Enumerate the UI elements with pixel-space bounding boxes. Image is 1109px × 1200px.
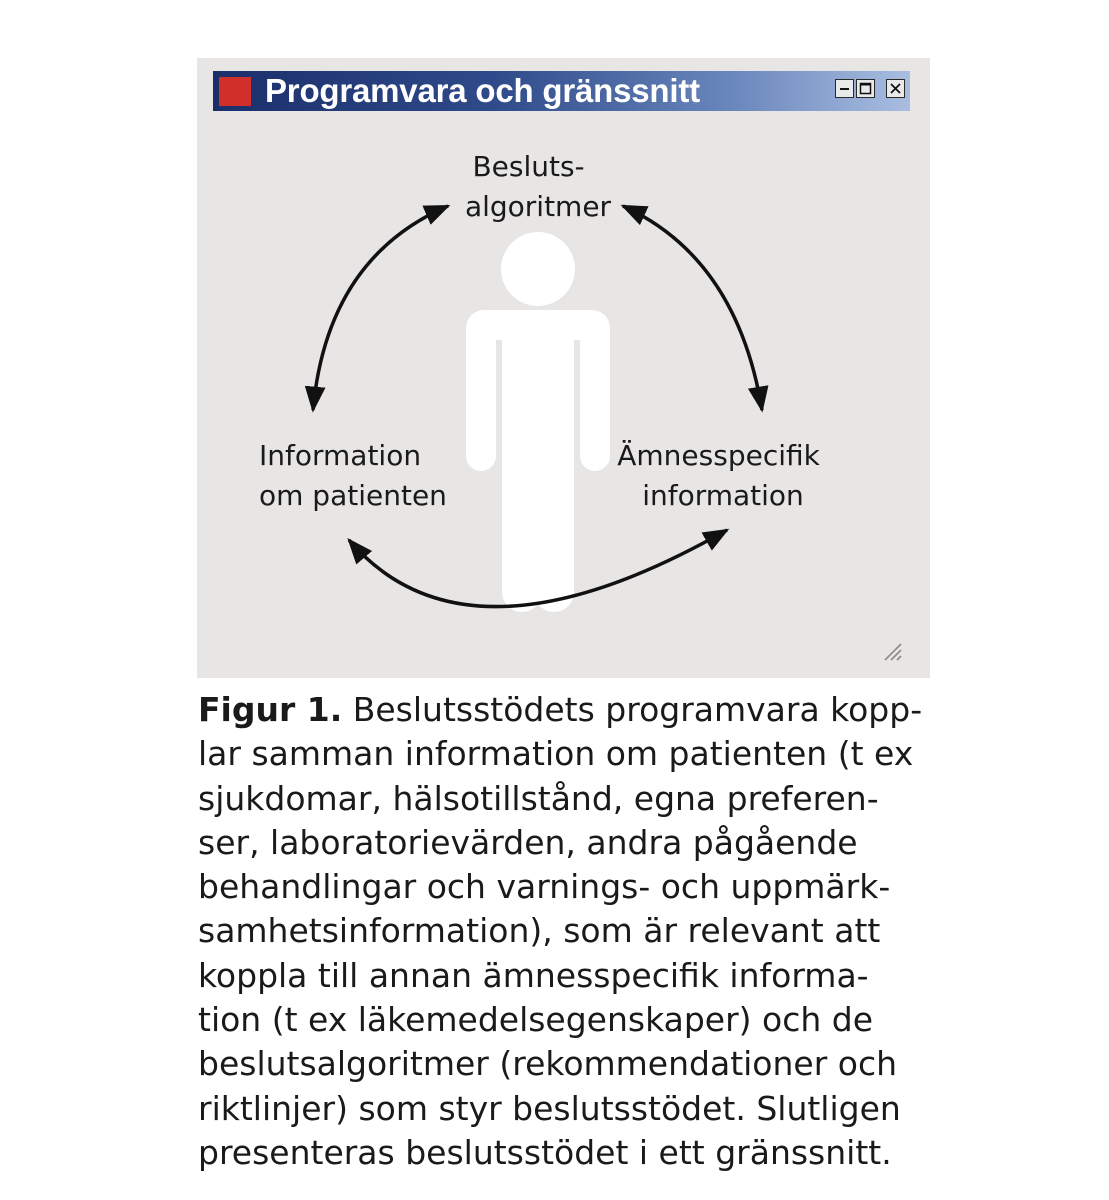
caption-line xyxy=(198,688,938,732)
caption-line: ser, laboratorievärden, andra pågående xyxy=(198,822,858,862)
caption-line: sjukdomar, hälsotillstånd, egna preferen- xyxy=(198,778,879,818)
label-amnesspecifik-information xyxy=(617,439,829,512)
caption-line-text: Beslutsstödets programvara kopp- xyxy=(352,690,923,729)
label-information-om-patienten xyxy=(259,439,447,512)
caption-line: lar samman information om patienten (t ex xyxy=(198,734,914,774)
window-title: Programvara och gränssnitt xyxy=(265,72,700,109)
label-top-line-2: algoritmer xyxy=(464,190,612,223)
label-right-line-2: information xyxy=(642,479,804,512)
label-right-line-1: Ämnesspecifik xyxy=(617,439,820,472)
caption-line: riktlinjer) som styr beslutsstödet. Slutligen xyxy=(198,1088,901,1128)
label-left-line-2: om patienten xyxy=(259,479,447,512)
caption-line: beslutsalgoritmer (rekommendationer och xyxy=(198,1044,898,1084)
caption-line: tion (t ex läkemedelsegenskaper) och de xyxy=(198,1000,874,1040)
person-icon xyxy=(466,232,610,612)
arrow-left-to-top xyxy=(313,206,448,410)
caption-line: samhetsinformation), som är relevant att xyxy=(198,911,881,951)
label-left-line-1: Information xyxy=(259,439,422,472)
resize-grip-icon[interactable] xyxy=(881,640,907,664)
figure-caption xyxy=(198,688,938,1175)
label-beslutsalgoritmer xyxy=(465,150,612,223)
arrow-top-to-right xyxy=(623,206,762,410)
diagram xyxy=(197,58,930,678)
caption-line: behandlingar och varnings- och uppmärk- xyxy=(198,867,891,907)
software-window xyxy=(197,58,930,678)
caption-label: Figur 1. xyxy=(198,690,343,729)
caption-line: koppla till annan ämnesspecifik informa- xyxy=(198,955,869,995)
caption-line: presenteras beslutsstödet i ett gränssnitt. xyxy=(198,1132,892,1172)
label-top-line-1: Besluts- xyxy=(472,150,585,183)
